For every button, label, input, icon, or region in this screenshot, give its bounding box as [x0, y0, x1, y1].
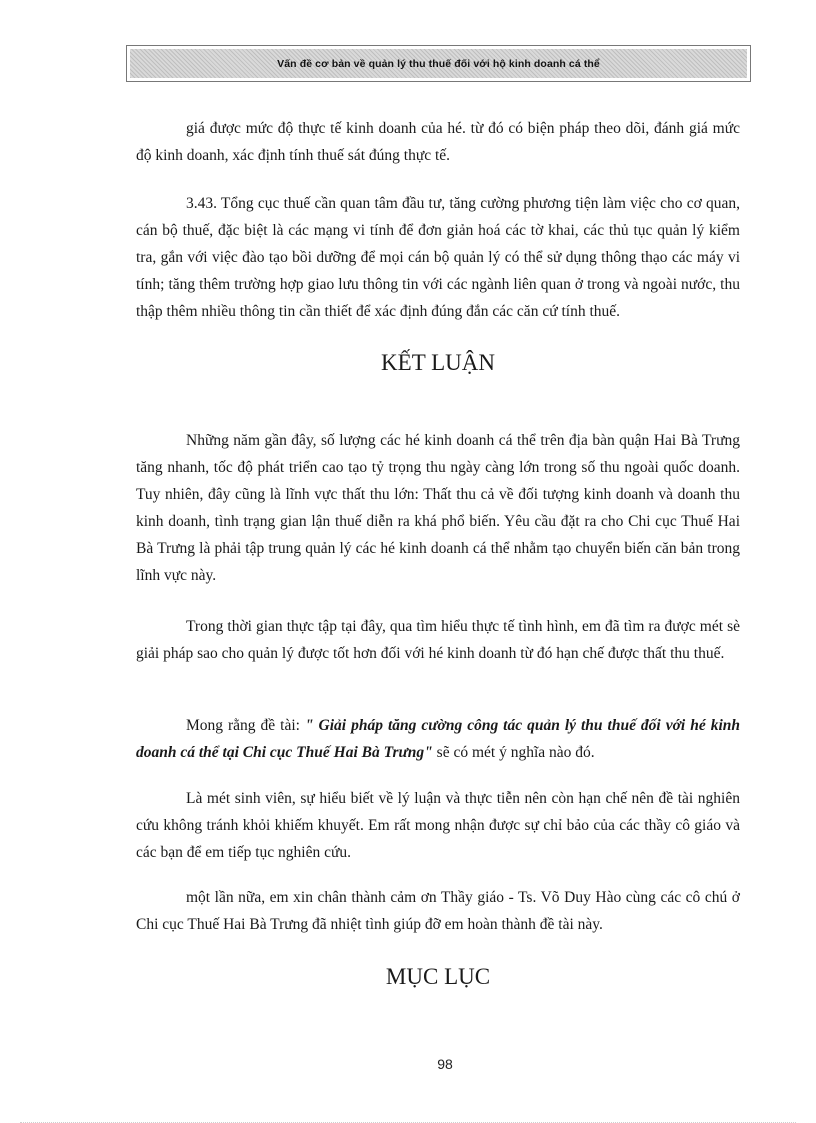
paragraph-text: một lần nữa, em xin chân thành cảm ơn Thầy giáo - Ts. Võ Duy Hào cùng các cô chú ở Chi cục Thuế Hai Bà Trưng đã nhiệt tình giúp đỡ em hoàn thành đề tài này. — [136, 889, 740, 933]
thesis-suffix: sẽ có mét ý nghĩa nào đó. — [432, 744, 595, 761]
paragraph-text: 3.43. Tổng cục thuế cần quan tâm đầu tư, tăng cường phương tiện làm việc cho cơ quan, cán bộ thuế, đặc biệt là các mạng vi tính để đơn giản hoá các tờ khai, các thủ tục quản lý kiểm tra, gắn với việc đào tạo bồi dưỡng để mọi cán bộ quản lý có thể sử dụng thông thạo các máy vi tính; tăng thêm trường hợp giao lưu thông tin với các ngành liên quan ở trong và ngoài nước, thu thập thêm nhiều thông tin cần thiết để xác định đúng đắn các căn cứ tính thuế. — [136, 195, 740, 320]
paragraph-acknowledgement — [136, 884, 740, 938]
paragraph-text: Trong thời gian thực tập tại đây, qua tìm hiểu thực tế tình hình, em đã tìm ra được mét sè giải pháp sao cho quản lý được tốt hơn đối với hé kinh doanh từ đó hạn chế được thất thu thuế. — [136, 618, 740, 662]
paragraph-limitations — [136, 785, 740, 866]
paragraph-recommendation-3-43 — [136, 190, 740, 325]
running-header — [126, 45, 751, 82]
paragraph-text: Là mét sinh viên, sự hiểu biết về lý luận và thực tiễn nên còn hạn chế nên đề tài nghiên cứu không tránh khỏi khiếm khuyết. Em rất mong nhận được sự chỉ bảo của các thầy cô giáo và các bạn để em tiếp tục nghiên cứu. — [136, 790, 740, 861]
paragraph-text: Những năm gần đây, số lượng các hé kinh doanh cá thể trên địa bàn quận Hai Bà Trưng tăng nhanh, tốc độ phát triển cao tạo tỷ trọng thu ngày càng lớn trong số thu ngoài quốc doanh. Tuy nhiên, đây cũng là lĩnh vực thất thu lớn: Thất thu cả về đối tượng kinh doanh và doanh thu kinh doanh, tình trạng gian lận thuế diễn ra khá phổ biến. Yêu cầu đặt ra cho Chi cục Thuế Hai Bà Trưng là phải tập trung quản lý các hé kinh doanh cá thể nhằm tạo chuyển biến căn bản trong lĩnh vực này. — [136, 432, 740, 584]
thesis-prefix: Mong rằng đề tài: — [186, 717, 305, 734]
paragraph-conclusion-intro — [136, 427, 740, 589]
paragraph-text: giá được mức độ thực tế kinh doanh của hé. từ đó có biện pháp theo dõi, đánh giá mức độ kinh doanh, xác định tính thuế sát đúng thực tế. — [136, 120, 740, 164]
thesis-title: " Giải pháp tăng cường công tác quản lý thu thuế đối với hé kinh doanh cá thể tại Chi cục Thuế Hai Bà Trưng" — [136, 717, 740, 761]
paragraph-text — [136, 712, 740, 766]
heading-table-of-contents: MỤC LỤC — [385, 964, 491, 989]
running-header-title: Vấn đề cơ bản về quản lý thu thuế đối với hộ kinh doanh cá thể — [277, 57, 600, 70]
paragraph-continuation — [136, 115, 740, 169]
page-number: 98 — [437, 1056, 453, 1072]
running-header-band — [130, 49, 747, 78]
heading-conclusion: KẾT LUẬN — [381, 350, 495, 375]
paragraph-thesis-title — [136, 712, 740, 766]
paragraph-internship — [136, 613, 740, 667]
